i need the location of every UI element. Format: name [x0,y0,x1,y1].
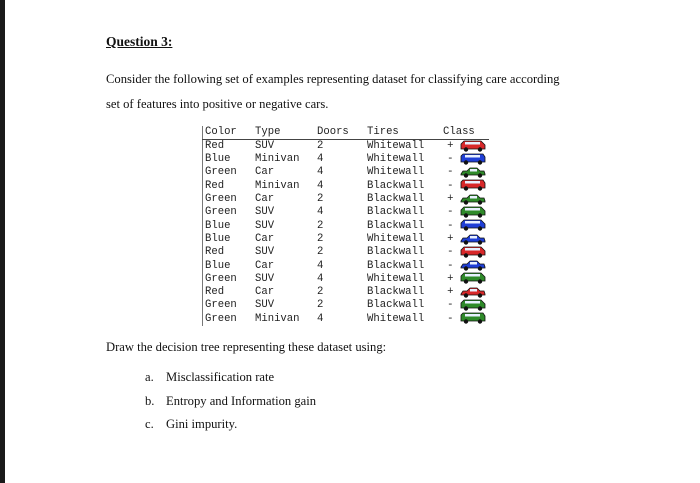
car-icon [458,153,489,166]
table-row [203,272,489,285]
car-icon [458,233,489,246]
cell-tires: Blackwall [367,299,425,312]
cell-tires: Blackwall [367,246,425,259]
cell-color: Red [203,286,256,299]
left-edge-bar [0,0,5,483]
table-row [203,246,489,259]
cell-type: Car [255,232,275,245]
cell-color: Red [203,179,256,192]
cell-tires: Blackwall [367,219,425,232]
cell-doors: 2 [317,232,324,245]
car-icon [458,246,489,259]
table-row [203,299,489,312]
cell-doors: 4 [317,179,324,192]
cell-tires: Blackwall [367,259,425,272]
car-icon [458,166,489,179]
cell-doors: 2 [317,139,324,152]
list-item [145,417,316,441]
dataset-table-figure [202,126,500,326]
table-row [203,166,489,179]
cell-type: Minivan [255,153,300,166]
cell-tires: Whitewall [367,166,425,179]
car-icon [458,179,489,192]
cell-tires: Whitewall [367,139,425,152]
table-row [203,139,489,153]
cell-type: Car [255,259,275,272]
table-row [203,312,489,325]
table-row [203,206,489,219]
cell-type: Minivan [255,312,300,325]
task-list [145,370,316,441]
cell-color: Green [203,272,256,285]
cell-tires: Blackwall [367,193,425,206]
cell-color: Green [203,299,256,312]
car-icon [459,259,487,271]
cell-type: SUV [255,219,275,232]
car-icon [459,246,487,258]
cell-doors: 2 [317,299,324,312]
cell-class: - [447,259,454,272]
car-icon [458,272,489,285]
cell-color: Green [203,312,256,325]
cell-color: Blue [203,233,256,246]
car-icon [459,272,487,284]
table-header-row [203,126,489,139]
car-icon [458,206,489,219]
cell-class: - [447,179,454,192]
task-text: Gini impurity. [166,417,238,431]
cell-color: Green [203,206,256,219]
cell-color: Blue [203,259,256,272]
list-item [145,370,316,394]
cell-class: + [447,232,454,245]
cell-tires: Whitewall [367,312,425,325]
cell-type: Minivan [255,179,300,192]
question-title: Question 3: [106,34,173,49]
table-row [203,286,489,299]
header-tires: Tires [367,126,443,139]
dataset-table [202,126,489,326]
cell-class: - [447,219,454,232]
intro-line-1: Consider the following set of examples representing dataset for classifying care according [106,72,560,86]
cell-class: - [447,153,454,166]
cell-color: Red [203,246,256,259]
header-class: Class [443,126,489,139]
car-icon [459,299,487,311]
cell-class: - [447,206,454,219]
header-type: Type [255,126,317,139]
car-icon [459,193,487,205]
cell-tires: Whitewall [367,272,425,285]
cell-doors: 4 [317,272,324,285]
list-item [145,394,316,418]
task-text: Misclassification rate [166,370,275,384]
car-icon [459,166,487,178]
cell-type: Car [255,286,275,299]
cell-color: Blue [203,219,256,232]
cell-tires: Blackwall [367,286,425,299]
draw-instruction: Draw the decision tree representing these dataset using: [106,340,387,354]
car-icon [458,286,489,299]
intro-paragraph [106,67,626,117]
car-icon [458,299,489,312]
cell-type: SUV [255,299,275,312]
car-icon [458,219,489,232]
table-row [203,219,489,232]
intro-line-2: set of features into positive or negative cars. [106,97,329,111]
car-icon [459,312,487,324]
cell-tires: Whitewall [367,232,425,245]
cell-class: - [447,246,454,259]
cell-color: Green [203,193,256,206]
car-icon [459,179,487,191]
cell-type: Car [255,193,275,206]
cell-class: + [447,193,454,206]
table-row [203,179,489,192]
car-icon [459,140,487,152]
table-row [203,259,489,272]
cell-doors: 2 [317,193,324,206]
table-row [203,233,489,246]
car-icon [459,286,487,298]
car-icon [458,193,489,206]
car-icon [458,139,489,153]
cell-color: Red [203,139,256,153]
cell-type: SUV [255,272,275,285]
cell-tires: Whitewall [367,153,425,166]
car-icon [458,312,489,325]
cell-class: - [447,312,454,325]
table-row [203,193,489,206]
cell-type: SUV [255,246,275,259]
cell-doors: 4 [317,259,324,272]
table-row [203,153,489,166]
cell-doors: 4 [317,312,324,325]
cell-type: SUV [255,139,275,152]
cell-tires: Blackwall [367,206,425,219]
cell-class: + [447,286,454,299]
cell-doors: 2 [317,246,324,259]
cell-doors: 2 [317,286,324,299]
cell-color: Green [203,166,256,179]
cell-class: - [447,299,454,312]
cell-class: + [447,139,454,152]
car-icon [459,233,487,245]
task-text: Entropy and Information gain [166,393,317,408]
car-icon [458,259,489,272]
car-icon [459,153,487,165]
cell-doors: 2 [317,219,324,232]
task-label: b. [145,393,155,408]
table-body [203,139,489,326]
cell-doors: 4 [317,153,324,166]
task-label: c. [145,417,154,431]
cell-tires: Blackwall [367,179,425,192]
cell-doors: 4 [317,206,324,219]
car-icon [459,206,487,218]
header-color: Color [203,126,256,139]
cell-type: Car [255,166,275,179]
cell-type: SUV [255,206,275,219]
cell-doors: 4 [317,166,324,179]
cell-class: + [447,272,454,285]
header-doors: Doors [317,126,367,139]
task-label: a. [145,370,154,384]
car-icon [459,219,487,231]
cell-class: - [447,166,454,179]
cell-color: Blue [203,153,256,166]
